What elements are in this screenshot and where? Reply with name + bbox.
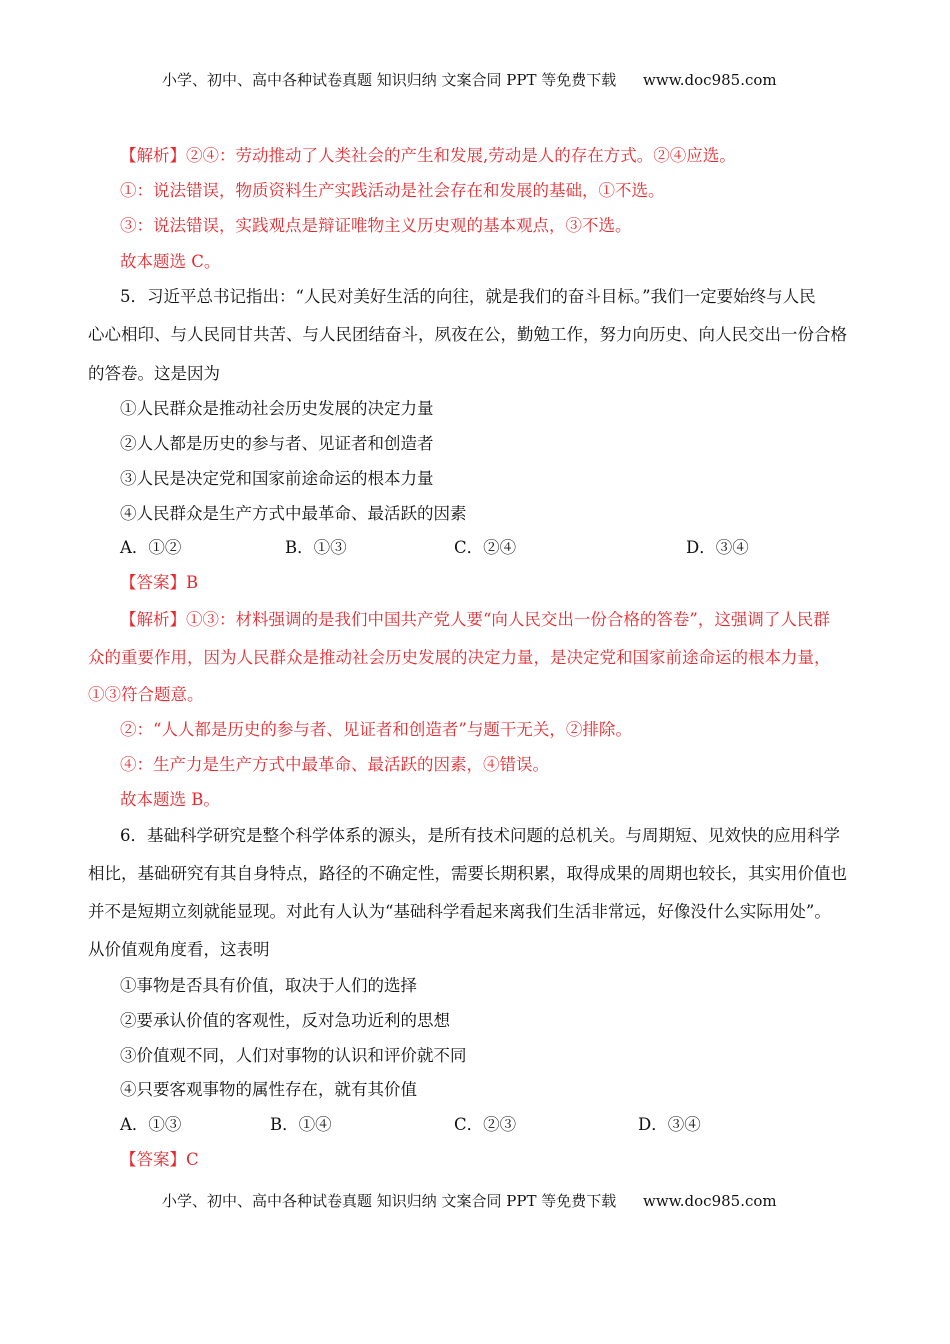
q5-stem-line1: 5．习近平总书记指出：“人民对美好生活的向往，就是我们的奋斗目标。”我们一定要始终与人民 <box>120 287 816 306</box>
q5-statement-4: ④人民群众是生产方式中最革命、最活跃的因素 <box>120 504 467 523</box>
header-url[interactable]: www.doc985.com <box>643 71 777 89</box>
q5-explanation-line1: 【解析】①③：材料强调的是我们中国共产党人要“向人民交出一份合格的答卷”，这强调了人民群 <box>120 610 830 629</box>
q6-answer <box>120 1150 199 1170</box>
footer-url[interactable]: www.doc985.com <box>643 1192 777 1210</box>
answer-value: B <box>186 573 199 592</box>
page-header <box>162 70 777 90</box>
q6-option-d: D．③④ <box>638 1115 701 1134</box>
explanation-tag: 【解析】 <box>120 146 186 165</box>
q6-statement-1: ①事物是否具有价值，取决于人们的选择 <box>120 976 417 995</box>
q6-option-c: C．②③ <box>454 1115 517 1134</box>
q6-stem-line3: 并不是短期立刻就能显现。对此有人认为“基础科学看起来离我们生活非常远，好像没什么实际用处”。 <box>88 902 831 921</box>
q6-stem-line1: 6．基础科学研究是整个科学体系的源头，是所有技术问题的总机关。与周期短、见效快的应用科学 <box>120 826 840 845</box>
q5-statement-2: ②人人都是历史的参与者、见证者和创造者 <box>120 434 434 453</box>
q6-option-a: A．①③ <box>120 1115 182 1134</box>
q5-explanation-line5: ④：生产力是生产方式中最革命、最活跃的因素，④错误。 <box>120 755 549 774</box>
q5-statement-3: ③人民是决定党和国家前途命运的根本力量 <box>120 469 434 488</box>
answer-tag: 【答案】 <box>120 1150 186 1169</box>
q5-explanation-line3: ①③符合题意。 <box>88 685 204 704</box>
q6-option-b: B．①④ <box>270 1115 332 1134</box>
header-text: 小学、初中、高中各种试卷真题 知识归纳 文案合同 PPT 等免费下载 <box>162 71 617 89</box>
q5-stem-line3: 的答卷。这是因为 <box>88 364 220 383</box>
q5-stem-line2: 心心相印、与人民同甘共苦、与人民团结奋斗，夙夜在公，勤勉工作，努力向历史、向人民交出一份合格 <box>88 325 847 344</box>
q5-option-b: B．①③ <box>285 538 347 557</box>
footer-text: 小学、初中、高中各种试卷真题 知识归纳 文案合同 PPT 等免费下载 <box>162 1192 617 1210</box>
q6-statement-3: ③价值观不同，人们对事物的认识和评价就不同 <box>120 1046 467 1065</box>
q5-option-a: A．①② <box>120 538 182 557</box>
q6-statement-4: ④只要客观事物的属性存在，就有其价值 <box>120 1080 417 1099</box>
q4-explanation-line1: 【解析】②④：劳动推动了人类社会的产生和发展,劳动是人的存在方式。②④应选。 <box>120 146 736 165</box>
q5-answer <box>120 573 198 593</box>
q5-option-c: C．②④ <box>454 538 517 557</box>
q5-option-d: D．③④ <box>686 538 749 557</box>
answer-tag: 【答案】 <box>120 573 186 592</box>
q5-conclusion: 故本题选 B。 <box>120 790 220 809</box>
answer-value: C <box>186 1150 199 1169</box>
q5-explanation-line4: ②：“人人都是历史的参与者、见证者和创造者”与题干无关，②排除。 <box>120 720 632 739</box>
q6-stem-line4: 从价值观角度看，这表明 <box>88 940 270 959</box>
q4-explanation-line2: ①：说法错误，物质资料生产实践活动是社会存在和发展的基础，①不选。 <box>120 181 665 200</box>
explanation-tag: 【解析】 <box>120 610 186 629</box>
page-footer <box>162 1191 777 1211</box>
q6-stem-line2: 相比，基础研究有其自身特点，路径的不确定性，需要长期积累，取得成果的周期也较长，其实用价值也 <box>88 864 847 883</box>
q4-explanation-line3: ③：说法错误，实践观点是辩证唯物主义历史观的基本观点，③不选。 <box>120 216 632 235</box>
q6-statement-2: ②要承认价值的客观性，反对急功近利的思想 <box>120 1011 450 1030</box>
q5-explanation-line2: 众的重要作用，因为人民群众是推动社会历史发展的决定力量，是决定党和国家前途命运的根本力量， <box>88 648 831 667</box>
q4-conclusion: 故本题选 C。 <box>120 252 221 271</box>
q5-statement-1: ①人民群众是推动社会历史发展的决定力量 <box>120 399 434 418</box>
